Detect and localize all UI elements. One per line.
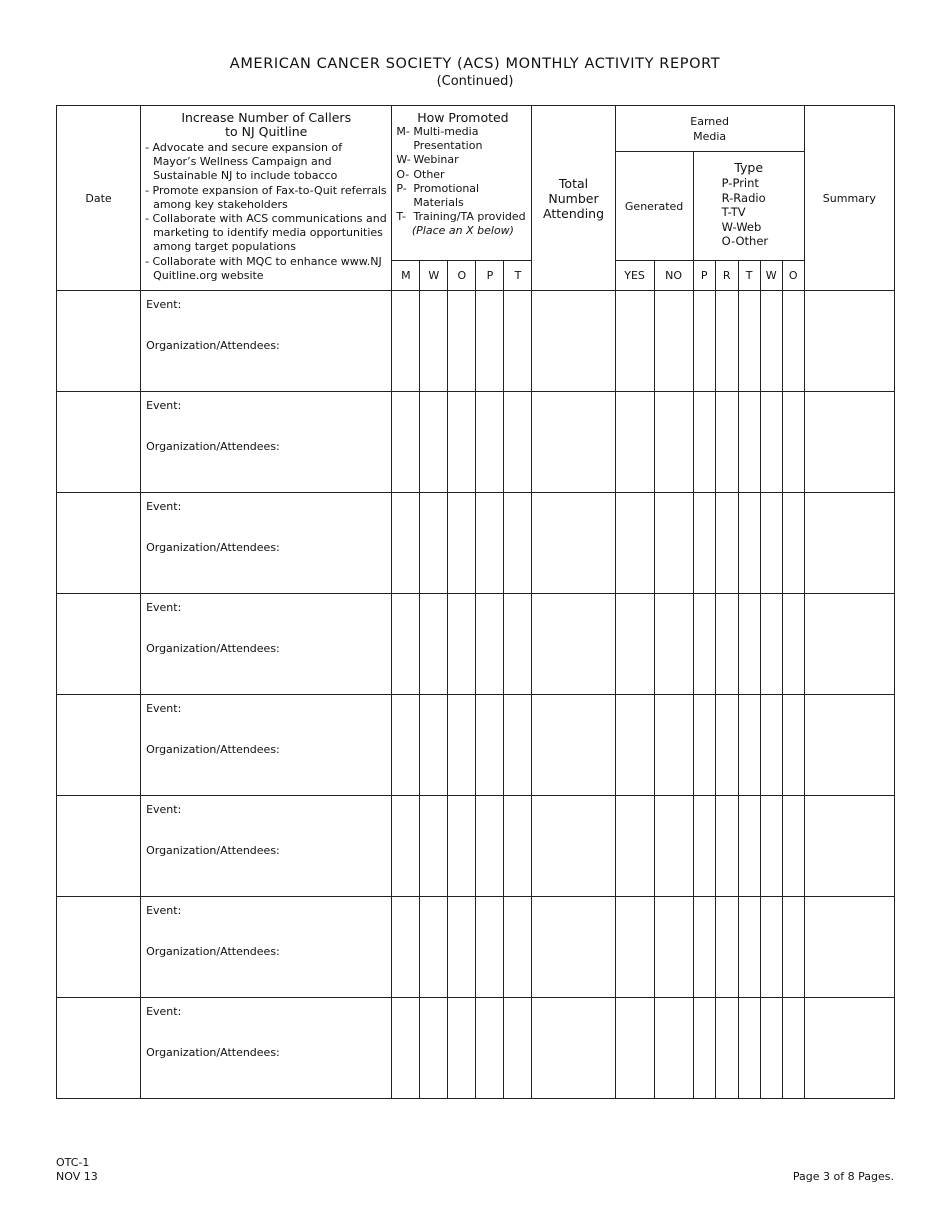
goal-strategy-item: - Advocate and secure expansion of Mayor’s Wellness Campaign and Sustainable NJ to include tobacco bbox=[145, 141, 343, 183]
goal-strategy-list bbox=[145, 141, 387, 283]
event-label: Event: bbox=[146, 702, 182, 715]
media-type-title: Type bbox=[734, 160, 764, 175]
date-entry-cell[interactable] bbox=[57, 897, 141, 998]
type-p-cell[interactable] bbox=[693, 291, 715, 392]
promo-o-cell[interactable] bbox=[448, 594, 476, 695]
promo-o-cell[interactable] bbox=[448, 291, 476, 392]
generated-yes-cell[interactable] bbox=[615, 392, 654, 493]
promo-p-cell[interactable] bbox=[476, 291, 504, 392]
type-t-cell[interactable] bbox=[738, 796, 760, 897]
promo-t-cell[interactable] bbox=[504, 392, 532, 493]
type-w-cell[interactable] bbox=[760, 594, 782, 695]
generated-yes-cell[interactable] bbox=[615, 695, 654, 796]
type-w-cell[interactable] bbox=[760, 897, 782, 998]
generated-no-cell[interactable] bbox=[654, 291, 693, 392]
type-r-cell[interactable] bbox=[715, 796, 738, 897]
type-o-cell[interactable] bbox=[782, 493, 804, 594]
type-w-cell[interactable] bbox=[760, 392, 782, 493]
goal-strategy-item: - Collaborate with ACS communications and marketing to identify media opportunities among target populations bbox=[145, 212, 387, 254]
promo-t-cell[interactable] bbox=[504, 493, 532, 594]
date-entry-cell[interactable] bbox=[57, 493, 141, 594]
summary-header: Summary bbox=[804, 106, 894, 291]
type-p-cell[interactable] bbox=[693, 796, 715, 897]
total-attending-cell[interactable] bbox=[532, 594, 615, 695]
promo-legend-item: P- Promotional Materials bbox=[396, 181, 480, 210]
type-p-cell[interactable] bbox=[693, 392, 715, 493]
promo-m-cell[interactable] bbox=[392, 796, 420, 897]
event-entry-cell[interactable] bbox=[141, 594, 392, 695]
promo-col-o: O bbox=[448, 261, 476, 291]
promo-p-cell[interactable] bbox=[476, 998, 504, 1099]
event-entry-cell[interactable] bbox=[141, 796, 392, 897]
type-p-cell[interactable] bbox=[693, 493, 715, 594]
media-type-item: P-Print bbox=[721, 176, 759, 190]
promo-t-cell[interactable] bbox=[504, 594, 532, 695]
type-o-cell[interactable] bbox=[782, 695, 804, 796]
summary-entry-cell[interactable] bbox=[804, 493, 894, 594]
promo-legend-item: M- Multi-media Presentation bbox=[396, 125, 483, 153]
promo-o-cell[interactable] bbox=[448, 998, 476, 1099]
promo-t-cell[interactable] bbox=[504, 998, 532, 1099]
organization-attendees-label: Organization/Attendees: bbox=[146, 743, 280, 756]
type-r-cell[interactable] bbox=[715, 493, 738, 594]
report-subtitle: (Continued) bbox=[436, 74, 514, 89]
report-title: AMERICAN CANCER SOCIETY (ACS) MONTHLY ACTIVITY REPORT bbox=[229, 56, 721, 72]
date-entry-cell[interactable] bbox=[57, 291, 141, 392]
activity-row bbox=[57, 998, 895, 1099]
media-type-item: T-TV bbox=[721, 205, 746, 219]
type-p-cell[interactable] bbox=[693, 998, 715, 1099]
form-code: OTC-1 NOV 13 bbox=[56, 1156, 98, 1183]
promo-legend-item: W- Webinar bbox=[396, 153, 459, 167]
generated-no-cell[interactable] bbox=[654, 695, 693, 796]
type-col-t: T bbox=[738, 261, 760, 291]
promo-col-t: T bbox=[504, 261, 532, 291]
generated-col-yes: YES bbox=[615, 261, 654, 291]
type-w-cell[interactable] bbox=[760, 291, 782, 392]
promo-w-cell[interactable] bbox=[420, 998, 448, 1099]
promo-o-cell[interactable] bbox=[448, 695, 476, 796]
type-col-w: W bbox=[760, 261, 782, 291]
date-entry-cell[interactable] bbox=[57, 695, 141, 796]
generated-col-no: NO bbox=[654, 261, 693, 291]
total-attending-cell[interactable] bbox=[532, 392, 615, 493]
summary-entry-cell[interactable] bbox=[804, 897, 894, 998]
type-w-cell[interactable] bbox=[760, 695, 782, 796]
event-entry-cell[interactable] bbox=[141, 998, 392, 1099]
event-label: Event: bbox=[146, 1005, 182, 1018]
promo-p-cell[interactable] bbox=[476, 594, 504, 695]
promo-o-cell[interactable] bbox=[448, 493, 476, 594]
summary-entry-cell[interactable] bbox=[804, 695, 894, 796]
media-type-item: R-Radio bbox=[721, 190, 766, 205]
date-header: Date bbox=[57, 106, 141, 291]
goal-strategy-item: - Promote expansion of Fax-to-Quit referrals among key stakeholders bbox=[145, 183, 387, 211]
total-attending-cell[interactable] bbox=[532, 493, 615, 594]
event-label: Event: bbox=[146, 399, 182, 412]
media-type-list bbox=[722, 176, 804, 249]
type-t-cell[interactable] bbox=[738, 392, 760, 493]
total-attending-cell[interactable] bbox=[532, 291, 615, 392]
activity-row bbox=[57, 493, 895, 594]
promo-w-cell[interactable] bbox=[420, 897, 448, 998]
generated-no-cell[interactable] bbox=[654, 897, 693, 998]
promo-col-p: P bbox=[476, 261, 504, 291]
promo-t-cell[interactable] bbox=[504, 291, 532, 392]
promo-o-cell[interactable] bbox=[448, 796, 476, 897]
type-w-cell[interactable] bbox=[760, 493, 782, 594]
goal-header bbox=[141, 106, 392, 291]
date-entry-cell[interactable] bbox=[57, 796, 141, 897]
promo-col-m: M bbox=[392, 261, 420, 291]
organization-attendees-label: Organization/Attendees: bbox=[146, 339, 280, 352]
type-w-cell[interactable] bbox=[760, 998, 782, 1099]
total-attending-cell[interactable] bbox=[532, 695, 615, 796]
type-t-cell[interactable] bbox=[738, 695, 760, 796]
date-entry-cell[interactable] bbox=[57, 594, 141, 695]
type-t-cell[interactable] bbox=[738, 897, 760, 998]
activity-row bbox=[57, 695, 895, 796]
summary-entry-cell[interactable] bbox=[804, 594, 894, 695]
type-p-cell[interactable] bbox=[693, 695, 715, 796]
type-r-cell[interactable] bbox=[715, 695, 738, 796]
promo-p-cell[interactable] bbox=[476, 493, 504, 594]
promo-p-cell[interactable] bbox=[476, 796, 504, 897]
type-o-cell[interactable] bbox=[782, 594, 804, 695]
activity-row bbox=[57, 796, 895, 897]
how-promoted-header bbox=[392, 106, 532, 261]
promo-w-cell[interactable] bbox=[420, 392, 448, 493]
generated-yes-cell[interactable] bbox=[615, 291, 654, 392]
organization-attendees-label: Organization/Attendees: bbox=[146, 1046, 280, 1059]
promo-legend-item: T- Training/TA provided bbox=[396, 210, 526, 224]
event-entry-cell[interactable] bbox=[141, 392, 392, 493]
generated-no-cell[interactable] bbox=[654, 998, 693, 1099]
goal-title: Increase Number of Callers to NJ Quitline bbox=[181, 110, 352, 139]
organization-attendees-label: Organization/Attendees: bbox=[146, 642, 280, 655]
generated-header: Generated bbox=[615, 152, 693, 261]
summary-entry-cell[interactable] bbox=[804, 291, 894, 392]
organization-attendees-label: Organization/Attendees: bbox=[146, 844, 280, 857]
date-entry-cell[interactable] bbox=[57, 998, 141, 1099]
promo-m-cell[interactable] bbox=[392, 392, 420, 493]
promo-m-cell[interactable] bbox=[392, 493, 420, 594]
date-entry-cell[interactable] bbox=[57, 392, 141, 493]
promo-instruction: (Place an X below) bbox=[411, 224, 514, 238]
media-type-header bbox=[693, 152, 804, 261]
event-entry-cell[interactable] bbox=[141, 695, 392, 796]
earned-media-header: Earned Media bbox=[615, 106, 804, 152]
type-col-r: R bbox=[715, 261, 738, 291]
promo-m-cell[interactable] bbox=[392, 291, 420, 392]
type-t-cell[interactable] bbox=[738, 291, 760, 392]
summary-entry-cell[interactable] bbox=[804, 392, 894, 493]
promo-m-cell[interactable] bbox=[392, 897, 420, 998]
promo-m-cell[interactable] bbox=[392, 594, 420, 695]
promo-col-w: W bbox=[420, 261, 448, 291]
type-r-cell[interactable] bbox=[715, 392, 738, 493]
activity-row bbox=[57, 291, 895, 392]
type-p-cell[interactable] bbox=[693, 594, 715, 695]
total-attending-cell[interactable] bbox=[532, 897, 615, 998]
event-label: Event: bbox=[146, 601, 182, 614]
type-o-cell[interactable] bbox=[782, 796, 804, 897]
promo-w-cell[interactable] bbox=[420, 291, 448, 392]
generated-yes-cell[interactable] bbox=[615, 493, 654, 594]
organization-attendees-label: Organization/Attendees: bbox=[146, 440, 280, 453]
total-attending-cell[interactable] bbox=[532, 998, 615, 1099]
type-w-cell[interactable] bbox=[760, 796, 782, 897]
type-o-cell[interactable] bbox=[782, 291, 804, 392]
activity-report-table bbox=[56, 105, 895, 1099]
promo-w-cell[interactable] bbox=[420, 493, 448, 594]
total-attending-cell[interactable] bbox=[532, 796, 615, 897]
promo-o-cell[interactable] bbox=[448, 897, 476, 998]
promo-w-cell[interactable] bbox=[420, 695, 448, 796]
promo-p-cell[interactable] bbox=[476, 897, 504, 998]
generated-no-cell[interactable] bbox=[654, 493, 693, 594]
organization-attendees-label: Organization/Attendees: bbox=[146, 945, 280, 958]
promo-w-cell[interactable] bbox=[420, 796, 448, 897]
promo-m-cell[interactable] bbox=[392, 695, 420, 796]
media-type-item: W-Web bbox=[721, 219, 762, 234]
type-t-cell[interactable] bbox=[738, 594, 760, 695]
event-entry-cell[interactable] bbox=[141, 493, 392, 594]
event-label: Event: bbox=[146, 803, 182, 816]
generated-yes-cell[interactable] bbox=[615, 998, 654, 1099]
promo-m-cell[interactable] bbox=[392, 998, 420, 1099]
summary-entry-cell[interactable] bbox=[804, 998, 894, 1099]
how-promoted-title: How Promoted bbox=[417, 110, 509, 125]
page-number: Page 3 of 8 Pages. bbox=[792, 1170, 894, 1183]
event-entry-cell[interactable] bbox=[141, 897, 392, 998]
generated-yes-cell[interactable] bbox=[615, 594, 654, 695]
type-r-cell[interactable] bbox=[715, 897, 738, 998]
promo-p-cell[interactable] bbox=[476, 695, 504, 796]
type-t-cell[interactable] bbox=[738, 493, 760, 594]
media-type-item: O-Other bbox=[721, 234, 769, 248]
event-label: Event: bbox=[146, 298, 182, 311]
promo-t-cell[interactable] bbox=[504, 695, 532, 796]
goal-strategy-item: - Collaborate with MQC to enhance www.NJ Quitline.org website bbox=[145, 254, 382, 282]
generated-no-cell[interactable] bbox=[654, 796, 693, 897]
promo-p-cell[interactable] bbox=[476, 392, 504, 493]
promo-o-cell[interactable] bbox=[448, 392, 476, 493]
organization-attendees-label: Organization/Attendees: bbox=[146, 541, 280, 554]
type-o-cell[interactable] bbox=[782, 392, 804, 493]
summary-entry-cell[interactable] bbox=[804, 796, 894, 897]
activity-row bbox=[57, 392, 895, 493]
activity-row bbox=[57, 897, 895, 998]
total-attending-header: Total Number Attending bbox=[532, 106, 615, 291]
generated-yes-cell[interactable] bbox=[615, 796, 654, 897]
type-p-cell[interactable] bbox=[693, 897, 715, 998]
activity-row bbox=[57, 594, 895, 695]
type-col-p: P bbox=[693, 261, 715, 291]
generated-yes-cell[interactable] bbox=[615, 897, 654, 998]
type-r-cell[interactable] bbox=[715, 998, 738, 1099]
promo-t-cell[interactable] bbox=[504, 897, 532, 998]
type-o-cell[interactable] bbox=[782, 897, 804, 998]
type-t-cell[interactable] bbox=[738, 998, 760, 1099]
event-entry-cell[interactable] bbox=[141, 291, 392, 392]
type-o-cell[interactable] bbox=[782, 998, 804, 1099]
promo-w-cell[interactable] bbox=[420, 594, 448, 695]
promo-t-cell[interactable] bbox=[504, 796, 532, 897]
promo-legend-item: O- Other bbox=[396, 167, 445, 181]
type-r-cell[interactable] bbox=[715, 291, 738, 392]
generated-no-cell[interactable] bbox=[654, 392, 693, 493]
event-label: Event: bbox=[146, 500, 182, 513]
generated-no-cell[interactable] bbox=[654, 594, 693, 695]
type-r-cell[interactable] bbox=[715, 594, 738, 695]
type-col-o: O bbox=[782, 261, 804, 291]
event-label: Event: bbox=[146, 904, 182, 917]
